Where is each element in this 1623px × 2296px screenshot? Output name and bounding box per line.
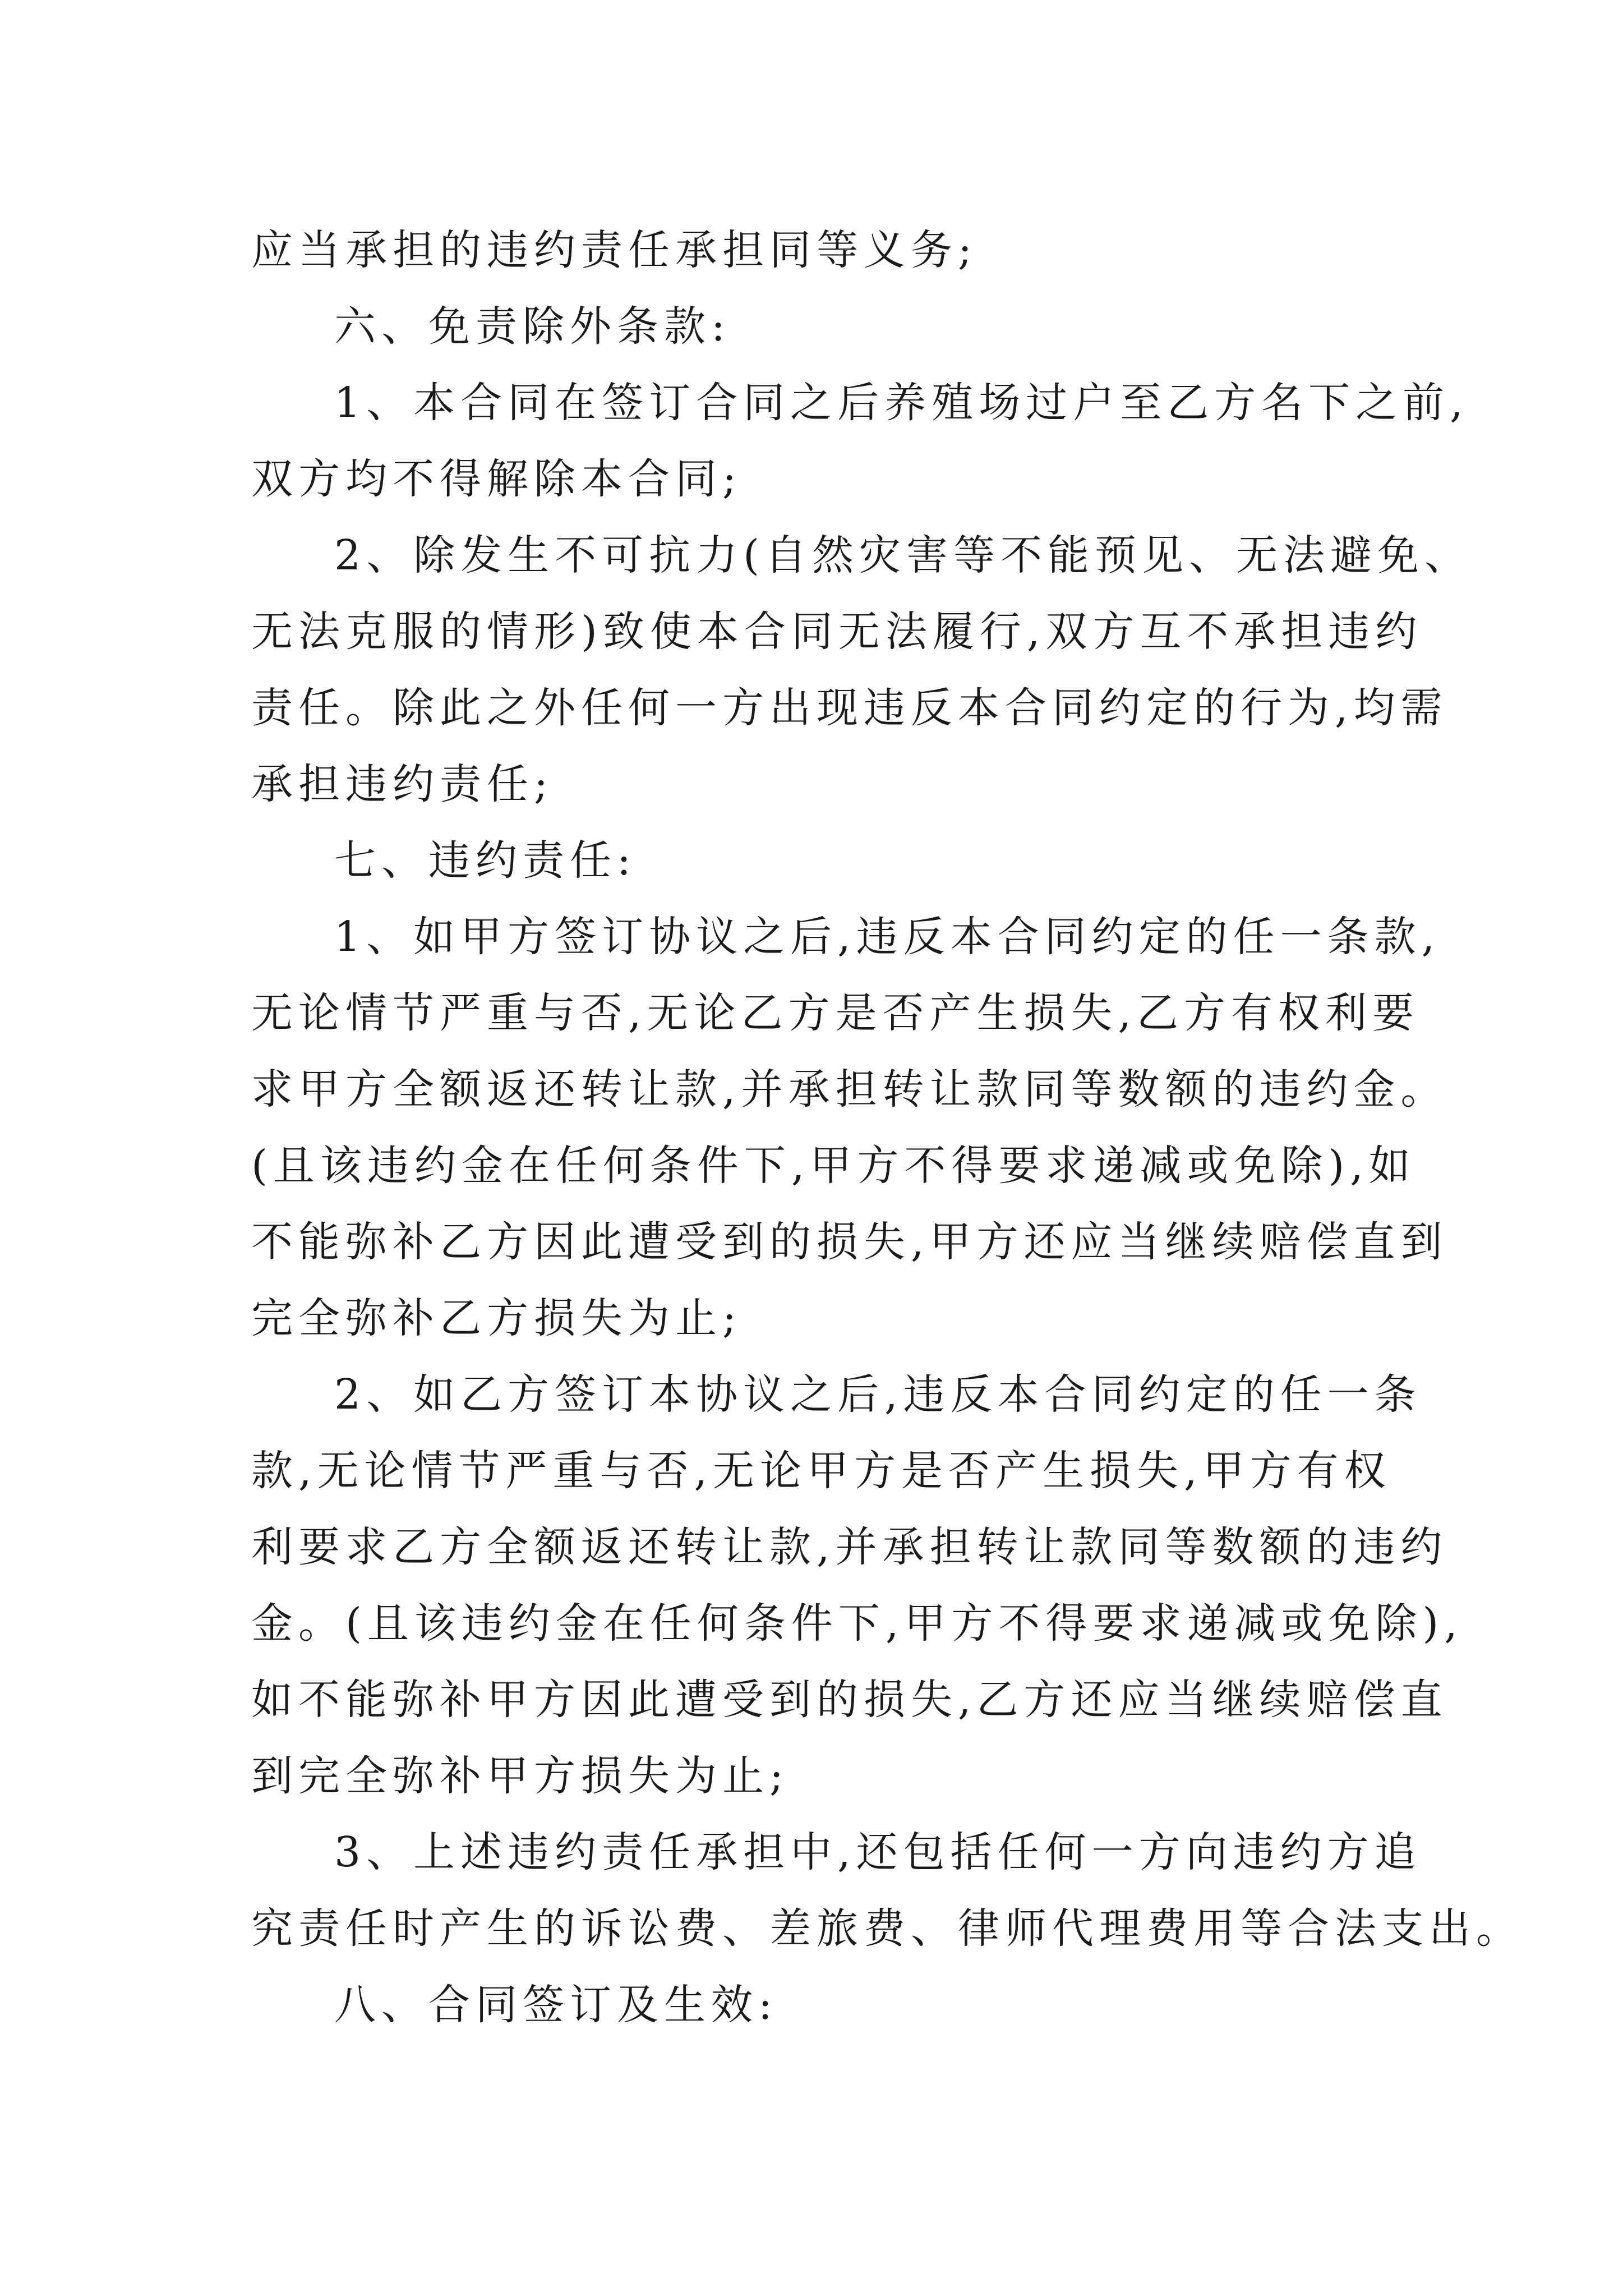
- text-line: 1、本合同在签订合同之后养殖场过户至乙方名下之前,: [334, 379, 1469, 427]
- text-line: 到完全弥补甲方损失为止;: [251, 1752, 789, 1800]
- text-line: 完全弥补乙方损失为止;: [251, 1294, 742, 1342]
- document-body: [251, 212, 1523, 2043]
- text-line: 无法克服的情形)致使本合同无法履行,双方互不承担违约: [251, 608, 1423, 656]
- text-line: 八、合同签订及生效:: [334, 1981, 778, 2029]
- text-line: 应当承担的违约责任承担同等义务;: [251, 226, 978, 274]
- text-line: 承担违约责任;: [251, 760, 554, 808]
- text-line: 无论情节严重与否,无论乙方是否产生损失,乙方有权利要: [251, 989, 1420, 1037]
- text-line: 不能弥补乙方因此遭受到的损失,甲方还应当继续赔偿直到: [251, 1218, 1448, 1266]
- text-line: 利要求乙方全额返还转让款,并承担转让款同等数额的违约: [251, 1523, 1448, 1571]
- text-line: 责任。除此之外任何一方出现违反本合同约定的行为,均需: [251, 684, 1448, 732]
- text-line: (且该违约金在任何条件下,甲方不得要求递减或免除),如: [251, 1142, 1416, 1190]
- text-line: 求甲方全额返还转让款,并承担转让款同等数额的违约金。: [251, 1065, 1448, 1114]
- text-line: 双方均不得解除本合同;: [251, 455, 742, 503]
- text-line: 2、如乙方签订本协议之后,违反本合同约定的任一条: [334, 1370, 1422, 1419]
- text-line: 2、除发生不可抗力(自然灾害等不能预见、无法避免、: [334, 531, 1472, 579]
- text-line: 七、违约责任:: [334, 836, 637, 885]
- text-line: 1、如甲方签订协议之后,违反本合同约定的任一条款,: [334, 913, 1441, 961]
- text-line: 款,无论情节严重与否,无论甲方是否产生损失,甲方有权: [251, 1447, 1391, 1495]
- text-line: 3、上述违约责任承担中,还包括任何一方向违约方追: [334, 1828, 1422, 1876]
- text-line: 如不能弥补甲方因此遭受到的损失,乙方还应当继续赔偿直: [251, 1676, 1448, 1724]
- text-line: 六、免责除外条款:: [334, 302, 731, 351]
- text-line: 金。(且该违约金在任何条件下,甲方不得要求递减或免除),: [251, 1599, 1463, 1648]
- text-line: 究责任时产生的诉讼费、差旅费、律师代理费用等合法支出。: [251, 1904, 1523, 1953]
